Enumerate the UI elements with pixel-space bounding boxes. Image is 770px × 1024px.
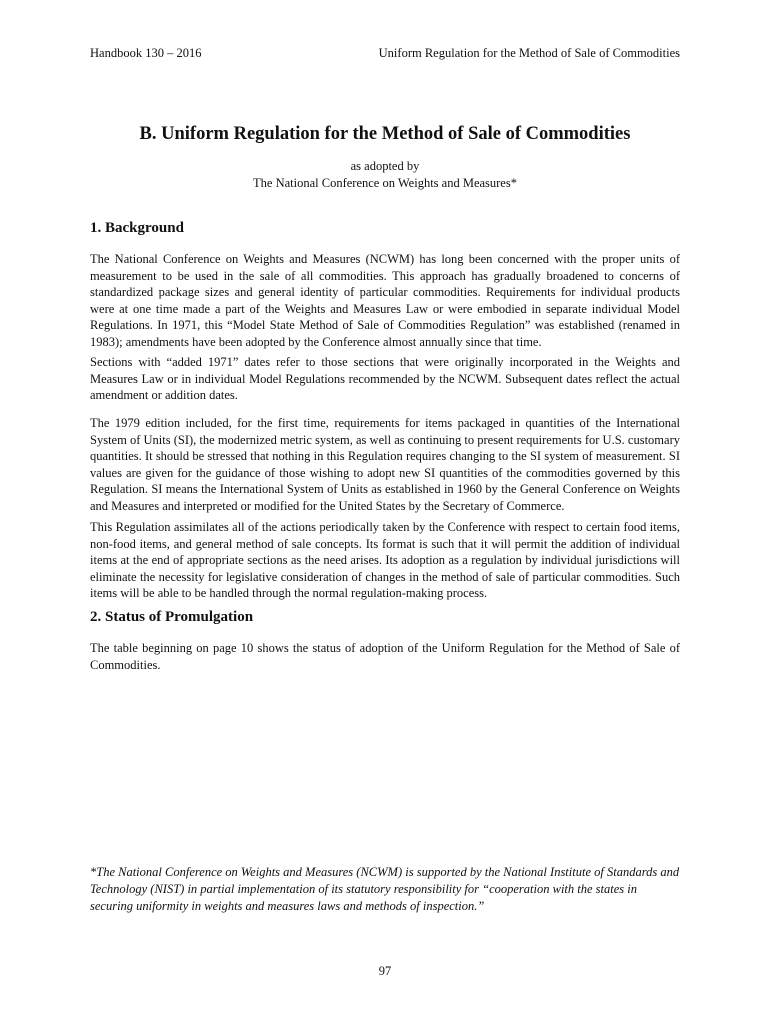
section-heading-status: 2. Status of Promulgation xyxy=(90,609,254,625)
header-left: Handbook 130 – 2016 xyxy=(90,46,202,60)
header-right: Uniform Regulation for the Method of Sale of Commodities xyxy=(378,46,680,60)
running-header xyxy=(90,46,680,61)
status-paragraph-1: The table beginning on page 10 shows the status of adoption of the Uniform Regulation for the Method of Sale of Commodities. xyxy=(90,641,680,672)
subtitle-line-2: The National Conference on Weights and Measures* xyxy=(253,176,517,190)
footnote: *The National Conference on Weights and Measures (NCWM) is supported by the National Institute of Standards and Technology (NIST) in partial implementation of its statutory responsibility for “cooperation with the states in securing uniformity in weights and measures laws and methods of inspection.” xyxy=(90,865,680,913)
background-paragraph-4: This Regulation assimilates all of the actions periodically taken by the Conference with respect to certain food items, non-food items, and general method of sale concepts. Its format is such that it will permit the addition of individual items at the end of appropriate sections as the need arises. Its adoption as a regulation by individual jurisdictions will eliminate the necessity for legislative consideration of changes in the method of sale of particular commodities. Such items will be able to be handled through the normal regulation-making process. xyxy=(90,520,680,601)
background-paragraph-1: The National Conference on Weights and Measures (NCWM) has long been concerned with the proper units of measurement to be used in the sale of all commodities. This approach has gradually broadened to concerns of standardized package sizes and general identity of particular commodities. Requirements for individual products were at one time made a part of the Weights and Measures Law or were embodied in separate individual Model Regulations. In 1971, this “Model State Method of Sale of Commodities Regulation” was established (renamed in 1983); amendments have been adopted by the Conference almost annually since that time. xyxy=(90,252,680,349)
document-title: B. Uniform Regulation for the Method of Sale of Commodities xyxy=(139,124,631,144)
background-paragraph-3: The 1979 edition included, for the first time, requirements for items packaged in quantities of the International System of Units (SI), the modernized metric system, as well as continuing to present requirements for U.S. customary quantities. It should be stressed that nothing in this Regulation requires changing to the SI system of measurement. SI values are given for the guidance of those wishing to adopt new SI quantities of the commodities governed by this Regulation. SI means the International System of Units as established in 1960 by the General Conference on Weights and Measures and interpreted or modified for the United States by the Secretary of Commerce. xyxy=(90,416,680,513)
subtitle-line-1: as adopted by xyxy=(350,159,420,173)
document-subtitle xyxy=(0,158,770,192)
background-paragraph-2: Sections with “added 1971” dates refer to those sections that were originally incorporated in the Weights and Measures Law or in individual Model Regulations recommended by the NCWM. Subsequent dates reflect the actual amendment or addition dates. xyxy=(90,355,680,403)
page-number: 97 xyxy=(378,964,392,978)
section-heading-background: 1. Background xyxy=(90,220,184,236)
